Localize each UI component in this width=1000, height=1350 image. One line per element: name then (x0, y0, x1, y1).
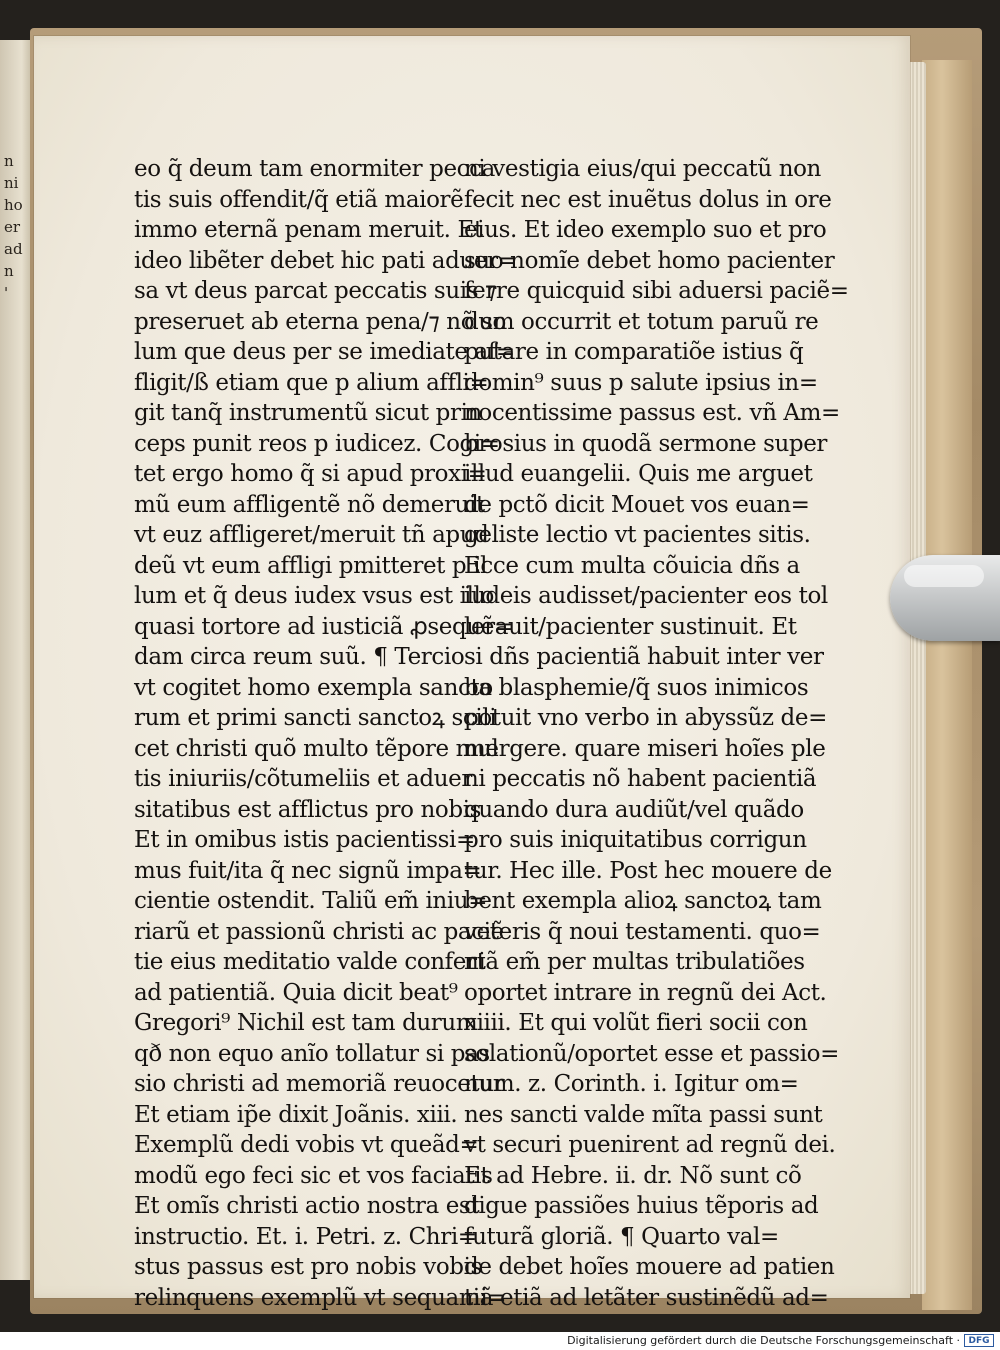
text-line: git tanq̃ instrumentũ sicut prin (134, 400, 482, 426)
text-line: lerauit/pacienter sustinuit. Et (464, 613, 797, 640)
text-line: tet ergo homo q̃ si apud proxi= (134, 461, 487, 487)
fragment-line: er (4, 218, 21, 236)
text-line: eo q̃ deum tam enormiter pecca (134, 156, 495, 182)
text-line: relinquens exemplũ vt sequami= (134, 1284, 507, 1311)
fragment-line: ni (4, 174, 19, 192)
text-column-left (134, 154, 517, 1313)
text-line: riarũ et passionũ christi ac paciẽ (134, 918, 504, 945)
text-line: brosius in quodã sermone super (464, 430, 828, 457)
text-line: stus passus est pro nobis vobis (134, 1254, 482, 1280)
text-line: futurã gloriã. ¶ Quarto val= (464, 1223, 779, 1250)
text-line: qð non equo anĩo tollatur si pas (134, 1040, 490, 1067)
fragment-line (4, 392, 32, 414)
text-line: vt cogitet homo exempla sancto (134, 674, 493, 701)
text-line: tis iniuriis/cõtumeliis et aduer (134, 766, 472, 792)
text-line: tur. Hec ille. Post hec mouere de (464, 857, 832, 884)
text-line: si dñs pacientiã habuit inter ver (464, 644, 824, 670)
book-page (34, 36, 910, 1311)
text-line: dam circa reum suũ. ¶ Tercio (134, 644, 465, 670)
text-line: nes sancti valde mĩta passi sunt (464, 1101, 823, 1128)
text-line: tie eius meditatio valde confert (134, 949, 486, 975)
text-line: illud euangelii. Quis me arguet (464, 461, 813, 487)
binding-edge (922, 60, 972, 1310)
text-line: rum et primi sancti sanctoꝝ scili (134, 705, 497, 731)
text-line: domin⁹ suus p salute ipsius in= (464, 369, 818, 396)
text-line: ceps punit reos p iudicez. Cogi= (134, 430, 500, 457)
fragment-line (4, 370, 32, 392)
text-line: ni vestigia eius/qui peccatũ non (464, 156, 821, 182)
fragment-line (4, 304, 32, 326)
text-line: preseruet ab eterna pena/⁊ nõ so (134, 308, 506, 335)
dfg-logo: DFG (964, 1334, 994, 1347)
fragment-line (4, 348, 32, 370)
text-line: dum occurrit et totum paruũ re (464, 308, 819, 335)
text-column-right (464, 154, 849, 1313)
text-line: nocentissime passus est. vñ Am= (464, 400, 840, 426)
text-line: instructio. Et. i. Petri. z. Chri= (134, 1223, 477, 1250)
text-line: num. z. Corinth. i. Igitur om= (464, 1071, 799, 1097)
text-line: mus fuit/ita q̃ nec signũ impa= (134, 857, 482, 884)
text-line: ideo libẽter debet hic pati aduer= (134, 247, 517, 274)
text-line: bent exempla alioꝝ sanctoꝝ tam (464, 888, 822, 914)
text-line: digue passiões huius tẽporis ad (464, 1193, 819, 1219)
fragment-line: ad (4, 240, 23, 258)
text-line: xiiii. Et qui volũt fieri socii con (464, 1010, 808, 1036)
text-line: lum que deus per se imediate af= (134, 339, 515, 365)
fragment-line: ho (4, 196, 23, 214)
text-line: iudeis audisset/pacienter eos tol (464, 583, 828, 609)
fragment-line (4, 326, 32, 348)
text-line: vt euz affligeret/meruit tñ apud (134, 522, 489, 548)
text-line: quasi tortore ad iusticiã ꝓsequẽ= (134, 613, 513, 640)
text-line: geliste lectio vt pacientes sitis. (464, 522, 811, 548)
text-line: putare in comparatiõe istius q̃ (464, 339, 804, 365)
text-line: sio christi ad memoriã reuocetur (134, 1071, 505, 1097)
text-line: eius. Et ideo exemplo suo et pro (464, 217, 827, 243)
text-line: de debet hoĩes mouere ad patien (464, 1254, 835, 1280)
text-line: immo eternã penam meruit. Et (134, 217, 483, 243)
text-line: Exemplũ dedi vobis vt queãd= (134, 1132, 479, 1158)
text-line: sa vt deus parcat peccatis suis ⁊ (134, 278, 497, 304)
text-line: de pctõ dicit Mouet vos euan= (464, 491, 810, 518)
text-line: cientie ostendit. Taliũ em̃ iniu= (134, 888, 488, 914)
text-line: niã em̃ per multas tribulatiões (464, 949, 805, 975)
text-line: quando dura audiũt/vel quãdo (464, 796, 804, 823)
text-line: mergere. quare miseri hoĩes ple (464, 735, 826, 762)
text-line: ferre quicquid sibi aduersi paciẽ= (464, 278, 849, 304)
text-line: Et omĩs christi actio nostra est (134, 1193, 480, 1219)
text-line: solationũ/oportet esse et passio= (464, 1040, 839, 1067)
text-line: tiã etiã ad letãter sustinẽdũ ad= (464, 1284, 829, 1311)
text-line: Et ad Hebre. ii. dr. Nõ sunt cõ (464, 1162, 802, 1189)
text-line: vt securi puenirent ad regnũ dei. (464, 1132, 836, 1158)
text-line: suo nomĩe debet homo pacienter (464, 247, 835, 274)
text-line: oportet intrare in regnũ dei Act. (464, 979, 827, 1006)
text-line: Et in omibus istis pacientissi= (134, 827, 475, 853)
text-line: Ecce cum multa cõuicia dñs a (464, 552, 800, 579)
text-line: deũ vt eum affligi pmitteret p il (134, 552, 488, 579)
text-line: cet christi quõ multo tẽpore mul (134, 735, 499, 762)
text-line: fligit/ß etiam que p alium affli= (134, 369, 489, 396)
glass-page-weight (890, 555, 1000, 641)
fragment-line: ' (4, 284, 9, 302)
funding-credit: Digitalisierung gefördert durch die Deutsche Forschungsgemeinschaft · (567, 1334, 960, 1347)
text-line: veteris q̃ noui testamenti. quo= (464, 918, 821, 945)
text-line: ni peccatis nõ habent pacientiã (464, 766, 817, 792)
fragment-line: n (4, 152, 14, 170)
text-line: ad patientiã. Quia dicit beat⁹ (134, 979, 458, 1006)
text-line: ba blasphemie/q̃ suos inimicos (464, 674, 809, 701)
text-line: fecit nec est inuẽtus dolus in ore (464, 186, 832, 213)
text-line: mũ eum affligentẽ nõ demeruit (134, 491, 485, 518)
text-line: sitatibus est afflictus pro nobis (134, 796, 482, 823)
text-line: Et etiam ip̃e dixit Joãnis. xiii. (134, 1101, 458, 1128)
text-line: tis suis offendit/q̃ etiã maiorẽ (134, 186, 464, 213)
text-line: modũ ego feci sic et vos faciatis (134, 1162, 493, 1189)
facing-page-fragment (4, 150, 32, 414)
text-line: Gregori⁹ Nichil est tam durum (134, 1010, 478, 1036)
text-line: potuit vno verbo in abyssũz de= (464, 705, 827, 731)
text-line: lum et q̃ deus iudex vsus est illo (134, 583, 494, 609)
text-line: pro suis iniquitatibus corrigun (464, 827, 807, 853)
fragment-line: n (4, 262, 14, 280)
